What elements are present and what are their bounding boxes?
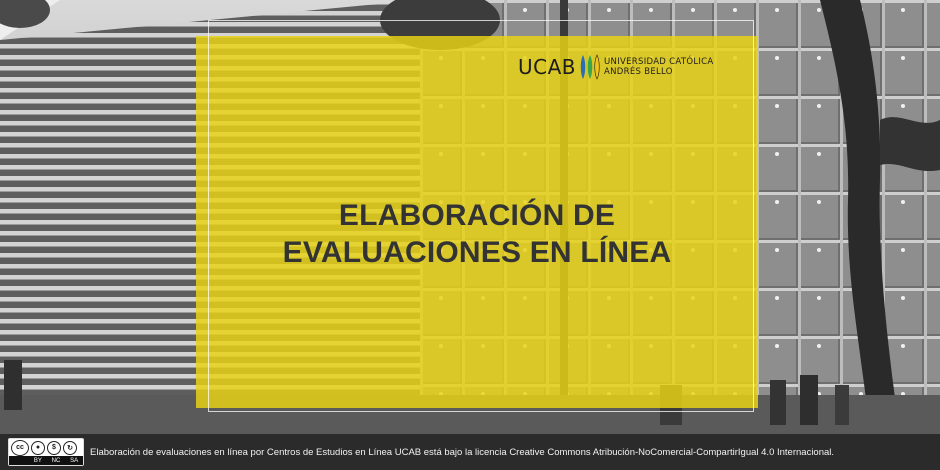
license-footer — [0, 434, 940, 470]
badge-code-nc: NC — [51, 457, 61, 464]
nc-icon: $ — [47, 441, 61, 455]
cc-license-badge[interactable] — [8, 438, 84, 466]
page-title-line-2: EVALUACIONES EN LÍNEA — [282, 236, 672, 269]
logo-name-line-1: UNIVERSIDAD CATÓLICA — [604, 57, 714, 67]
cc-icon: cc — [11, 440, 29, 456]
by-icon: ● — [31, 441, 45, 455]
cc-badge-codes — [9, 456, 83, 465]
banner-outline — [208, 20, 754, 412]
cc-badge-icons — [9, 439, 83, 456]
badge-code-by: BY — [33, 457, 42, 464]
logo-name-line-2: ANDRÉS BELLO — [604, 67, 673, 77]
badge-code-sa: SA — [70, 457, 79, 464]
sa-icon: ↻ — [63, 441, 77, 455]
page-title-line-1: ELABORACIÓN DE — [338, 199, 616, 232]
license-text: Elaboración de evaluaciones en línea por Centros de Estudios en Línea UCAB está bajo la licencia Creative Commons Atribución-NoComercial-CompartirIgual 4.0 Internacional. — [90, 446, 835, 458]
logo-acronym: UCAB — [518, 55, 577, 79]
